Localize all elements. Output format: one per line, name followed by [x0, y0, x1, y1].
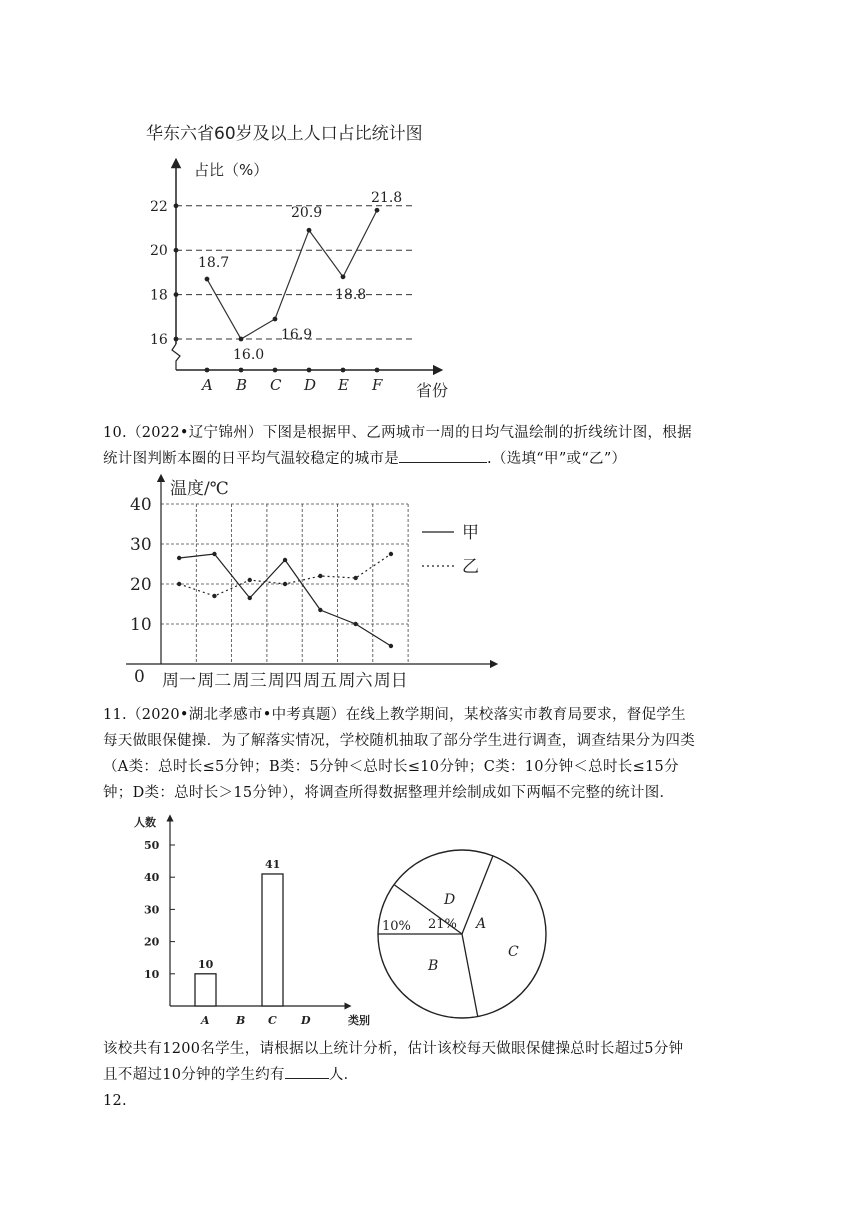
data-point-yi: [283, 582, 287, 586]
question-12-number: 12.: [103, 1093, 127, 1109]
data-point-yi: [353, 576, 357, 580]
q11-line-4: 钟；D类：总时长＞15分钟），将调查所得数据整理并绘制成如下两幅不完整的统计图．: [103, 785, 675, 801]
x-tick-label: 周日: [373, 671, 408, 691]
legend: [422, 523, 479, 577]
data-label: 18.7: [198, 255, 230, 272]
legend-label-yi: 乙: [462, 557, 479, 577]
question-11-ask: [103, 1036, 753, 1114]
data-point-jia: [248, 596, 252, 600]
pie-slice-label: A: [476, 916, 487, 932]
x-tick-label: C: [270, 376, 282, 394]
x-tick-label: 周六: [338, 671, 373, 691]
bar: [262, 874, 283, 1006]
data-point: [239, 337, 244, 342]
data-point-jia: [389, 644, 393, 648]
population-line-chart: [140, 115, 460, 405]
data-point-yi: [248, 578, 252, 582]
x-tick-label: 周三: [232, 671, 267, 691]
pie-slice-label: C: [508, 944, 519, 960]
data-point: [273, 317, 278, 322]
question-10: [103, 420, 753, 472]
x-tick-label: A: [201, 1014, 210, 1027]
x-tick-dot: [205, 368, 210, 373]
y-tick-label: 50: [144, 839, 160, 852]
y-tick-label: 20: [144, 935, 160, 949]
data-point-jia: [212, 552, 216, 556]
bar-value-label: 10: [198, 957, 214, 971]
x-tick-dot: [375, 368, 380, 373]
data-point-yi: [212, 594, 216, 598]
y-tick-label: 20: [130, 575, 152, 595]
q11-line-5: 该校共有1200名学生，请根据以上统计分析，估计该校每天做眼保健操总时长超过5分钟: [103, 1041, 684, 1057]
question-11: [103, 702, 753, 806]
x-tick-label: 周一: [162, 671, 196, 691]
x-tick-label: B: [236, 1014, 246, 1027]
y-tick-label: 22: [150, 198, 168, 215]
bar-value-label: 41: [265, 857, 281, 871]
y-tick-label: 30: [130, 535, 152, 555]
data-label: 16.9: [281, 327, 313, 344]
temperature-line-chart: [126, 472, 526, 694]
y-tick-label: 0: [134, 667, 145, 687]
data-point: [307, 228, 312, 233]
q11-line-3: （A类：总时长≤5分钟；B类：5分钟＜总时长≤10分钟；C类：10分钟＜总时长≤15分: [103, 759, 679, 775]
x-tick-dot: [273, 368, 278, 373]
pie-slice-label: D: [444, 892, 456, 908]
data-point-yi: [177, 582, 181, 586]
y-axis-label: 温度/℃: [170, 479, 229, 499]
x-tick-dot: [341, 368, 346, 373]
x-tick-label: 周二: [197, 671, 232, 691]
x-tick-label: 周五: [303, 671, 338, 691]
y-tick-label: 18: [150, 287, 168, 304]
q11-line-2: 每天做眼保健操．为了解落实情况，学校随机抽取了部分学生进行调查，调查结果分为四类: [103, 733, 695, 749]
x-tick-label: B: [236, 376, 248, 394]
answer-blank[interactable]: [285, 1062, 329, 1079]
x-axis-label: 类别: [348, 1014, 370, 1027]
data-point-jia: [283, 558, 287, 562]
data-label: 20.9: [291, 205, 323, 222]
data-point: [341, 274, 346, 279]
x-tick-dot: [307, 368, 312, 373]
q11-line-1: 11.（2020•湖北孝感市•中考真题）在线上教学期间，某校落实市教育局要求，督促学生: [103, 707, 686, 723]
x-tick-label: E: [338, 376, 349, 394]
data-point-jia: [353, 622, 357, 626]
x-tick-label: C: [268, 1014, 277, 1027]
q11-line-6-end: 人．: [328, 1067, 359, 1083]
pie-percent-label: 10%: [382, 919, 411, 934]
pie-percent-label: 21%: [428, 917, 457, 932]
y-tick-label: 40: [130, 495, 152, 515]
q11-line-6: 且不超过10分钟的学生约有: [103, 1067, 285, 1083]
chart-title: 华东六省60岁及以上人口占比统计图: [146, 124, 423, 144]
x-tick-label: F: [372, 376, 383, 394]
answer-blank[interactable]: [399, 446, 487, 463]
x-tick-label: 周四: [267, 671, 302, 691]
axis-break: [172, 344, 180, 370]
data-point-yi: [318, 574, 322, 578]
data-point: [205, 277, 210, 282]
y-axis-label: 占比（%）: [194, 161, 269, 179]
data-label: 21.8: [371, 190, 403, 207]
y-axis-label: 人数: [134, 816, 156, 829]
y-tick-label: 30: [144, 903, 160, 917]
data-label: 16.0: [233, 347, 265, 363]
y-tick-label: 10: [130, 615, 152, 635]
series-line-jia: [179, 554, 391, 646]
category-bar-chart: [130, 812, 380, 1028]
data-point-jia: [177, 556, 181, 560]
y-tick-label: 40: [144, 871, 160, 885]
q10-line-2: 统计图判断本圈的日平均气温较稳定的城市是: [103, 451, 399, 467]
q10-line-2-end: .（选填“甲”或“乙”）: [487, 451, 627, 467]
y-tick-label: 10: [144, 967, 160, 981]
x-axis-label: 省份: [416, 381, 449, 400]
x-tick-label: D: [301, 1014, 311, 1027]
legend-label-jia: 甲: [462, 523, 479, 543]
y-tick-label: 20: [150, 243, 168, 260]
y-tick-label: 16: [150, 332, 168, 348]
data-label: 18.8: [335, 286, 367, 303]
bar: [195, 974, 216, 1006]
pie-slice-label: B: [428, 958, 439, 974]
x-tick-label: A: [202, 376, 213, 394]
x-tick-dot: [239, 368, 244, 373]
data-point-yi: [389, 552, 393, 556]
series-line: [207, 210, 377, 339]
category-pie-chart: [374, 824, 550, 1020]
q10-line-1: 10.（2022•辽宁锦州）下图是根据甲、乙两城市一周的日均气温绘制的折线统计图，根据: [103, 425, 692, 441]
data-point: [375, 208, 380, 213]
data-point-jia: [318, 608, 322, 612]
x-tick-label: D: [304, 376, 317, 394]
